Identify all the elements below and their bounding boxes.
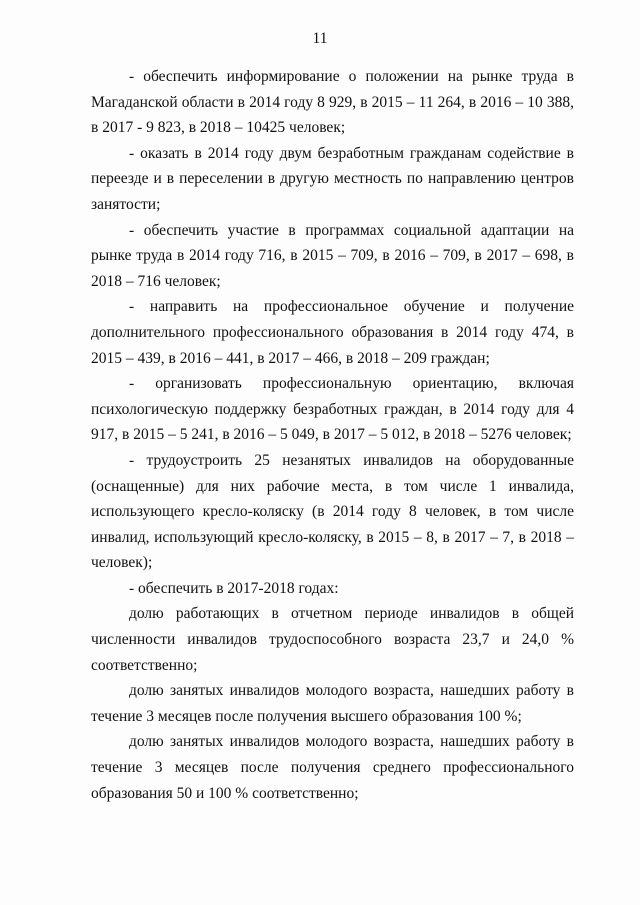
paragraph-share-working-disabled: долю работающих в отчетном периоде инвалидов в общей численности инвалидов трудоспособного возраста 23,7 и 24,0 % соответственно; [91, 605, 574, 674]
paragraph-share-vocational-education: долю занятых инвалидов молодого возраста, нашедших работу в течение 3 месяцев после получения среднего профессионального образования 50 и 100 % соответственно; [91, 733, 574, 802]
paragraph-share-higher-education: долю занятых инвалидов молодого возраста, нашедших работу в течение 3 месяцев после получения высшего образования 100 %; [91, 682, 574, 725]
paragraph-disabled-employment: - трудоустроить 25 незанятых инвалидов на оборудованные (оснащенные) для них рабочие места, в том числе 1 инвалида, использующего кресло-коляску (в 2014 году 8 человек, в том числе инвалид, использующий кресло-коляску, в 2015 – 8, в 2017 – 7, в 2018 – человек); [91, 451, 574, 572]
paragraph-labor-market-info: - обеспечить информирование о положении на рынке труда в Магаданской области в 2014 году 8 929, в 2015 – 11 264, в 2016 – 10 388, в 2017 - 9 823, в 2018 – 10425 человек; [91, 68, 574, 137]
paragraph-ensure-2017-2018: - обеспечить в 2017-2018 годах: [129, 579, 339, 597]
paragraph-professional-training: - направить на профессиональное обучение и получение дополнительного профессионального образования в 2014 году 474, в 2015 – 439, в 2016 – 441, в 2017 – 466, в 2018 – 209 граждан; [91, 298, 574, 367]
body-text [91, 64, 574, 806]
paragraph-career-orientation: - организовать профессиональную ориентацию, включая психологическую поддержку безработных граждан, в 2014 году для 4 917, в 2015 – 5 241, в 2016 – 5 049, в 2017 – 5 012, в 2018 – 5276 человек; [91, 375, 574, 444]
page-number: 11 [312, 30, 328, 47]
paragraph-relocation-assistance: - оказать в 2014 году двум безработным гражданам содействие в переезде и в переселении в другую местность по направлению центров занятости; [91, 144, 574, 213]
paragraph-social-adaptation: - обеспечить участие в программах социальной адаптации на рынке труда в 2014 году 716, в 2015 – 709, в 2016 – 709, в 2017 – 698, в 2018 – 716 человек; [91, 221, 574, 290]
